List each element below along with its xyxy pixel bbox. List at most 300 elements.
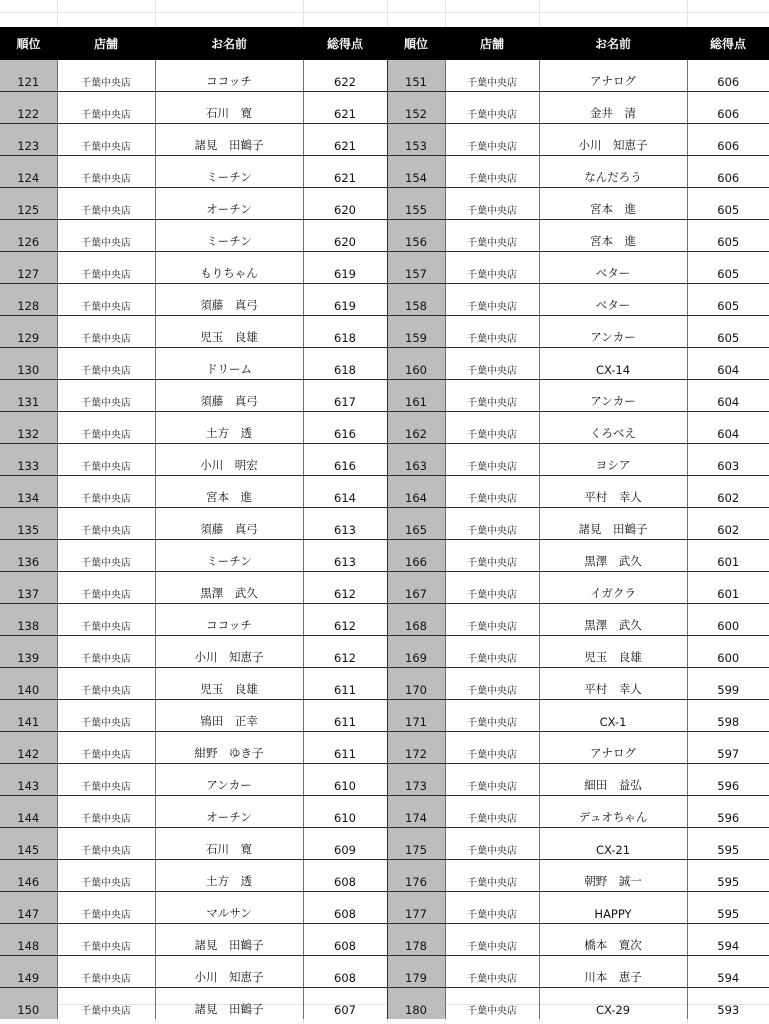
store-cell[interactable] bbox=[445, 220, 539, 252]
name-cell[interactable] bbox=[539, 476, 687, 508]
name-cell[interactable] bbox=[539, 956, 687, 988]
rank-cell[interactable] bbox=[0, 892, 57, 924]
store-cell[interactable] bbox=[445, 60, 539, 92]
name-text: 宮本 進 bbox=[206, 490, 252, 504]
name-cell[interactable] bbox=[539, 412, 687, 444]
rank-cell[interactable] bbox=[0, 156, 57, 188]
store-cell[interactable] bbox=[57, 988, 155, 1020]
rank-cell[interactable] bbox=[387, 604, 445, 636]
name-cell[interactable] bbox=[539, 284, 687, 316]
rank-cell[interactable] bbox=[387, 444, 445, 476]
name-cell[interactable] bbox=[155, 796, 303, 828]
name-cell[interactable] bbox=[155, 700, 303, 732]
store-cell[interactable] bbox=[57, 476, 155, 508]
score-cell[interactable] bbox=[303, 796, 387, 828]
score-cell[interactable] bbox=[303, 828, 387, 860]
rank-text: 136 bbox=[17, 555, 40, 569]
score-text: 594 bbox=[717, 971, 740, 985]
name-cell[interactable] bbox=[155, 252, 303, 284]
name-text: CX-29 bbox=[595, 1003, 631, 1017]
store-cell[interactable] bbox=[57, 604, 155, 636]
store-cell[interactable] bbox=[57, 508, 155, 540]
rank-cell[interactable] bbox=[387, 764, 445, 796]
rank-cell[interactable] bbox=[0, 540, 57, 572]
score-cell[interactable] bbox=[303, 284, 387, 316]
name-cell[interactable] bbox=[155, 124, 303, 156]
rank-cell[interactable] bbox=[387, 956, 445, 988]
score-cell[interactable] bbox=[303, 540, 387, 572]
score-cell[interactable] bbox=[303, 572, 387, 604]
rank-cell[interactable] bbox=[387, 828, 445, 860]
score-text: 617 bbox=[334, 395, 356, 409]
score-cell[interactable] bbox=[303, 764, 387, 796]
score-cell[interactable] bbox=[303, 412, 387, 444]
rank-cell[interactable] bbox=[387, 988, 445, 1020]
rank-cell[interactable] bbox=[387, 572, 445, 604]
rank-cell[interactable] bbox=[387, 732, 445, 764]
rank-cell[interactable] bbox=[387, 316, 445, 348]
store-cell[interactable] bbox=[445, 956, 539, 988]
score-cell[interactable] bbox=[687, 700, 769, 732]
name-cell[interactable] bbox=[155, 412, 303, 444]
name-text: ヨシア bbox=[595, 458, 631, 472]
rank-cell[interactable] bbox=[387, 124, 445, 156]
name-cell[interactable] bbox=[155, 732, 303, 764]
store-cell[interactable] bbox=[445, 316, 539, 348]
rank-cell[interactable] bbox=[387, 924, 445, 956]
store-cell[interactable] bbox=[445, 156, 539, 188]
store-cell[interactable] bbox=[445, 668, 539, 700]
store-cell[interactable] bbox=[445, 924, 539, 956]
score-cell[interactable] bbox=[687, 92, 769, 124]
store-cell[interactable] bbox=[57, 764, 155, 796]
score-cell[interactable] bbox=[303, 860, 387, 892]
rank-cell[interactable] bbox=[0, 476, 57, 508]
store-cell[interactable] bbox=[445, 124, 539, 156]
score-cell[interactable] bbox=[687, 60, 769, 92]
table-row bbox=[0, 60, 769, 92]
rank-cell[interactable] bbox=[387, 892, 445, 924]
score-cell[interactable] bbox=[687, 668, 769, 700]
name-cell[interactable] bbox=[155, 508, 303, 540]
store-text: 千葉中央店 bbox=[467, 558, 517, 569]
rank-cell[interactable] bbox=[0, 444, 57, 476]
table-row bbox=[0, 348, 769, 380]
store-cell[interactable] bbox=[57, 252, 155, 284]
store-cell[interactable] bbox=[445, 892, 539, 924]
score-cell[interactable] bbox=[687, 892, 769, 924]
rank-cell[interactable] bbox=[387, 508, 445, 540]
score-cell[interactable] bbox=[687, 508, 769, 540]
score-cell[interactable] bbox=[687, 956, 769, 988]
store-text: 千葉中央店 bbox=[467, 974, 517, 985]
name-cell[interactable] bbox=[539, 348, 687, 380]
name-cell[interactable] bbox=[155, 188, 303, 220]
store-cell[interactable] bbox=[445, 412, 539, 444]
score-cell[interactable] bbox=[687, 828, 769, 860]
name-text: アンカー bbox=[590, 330, 636, 344]
store-cell[interactable] bbox=[445, 988, 539, 1020]
rank-cell[interactable] bbox=[0, 988, 57, 1020]
rank-text: 134 bbox=[17, 491, 40, 505]
header-rank[interactable]: 順位 bbox=[0, 27, 57, 60]
rank-cell[interactable] bbox=[0, 636, 57, 668]
rank-cell[interactable] bbox=[0, 412, 57, 444]
store-text: 千葉中央店 bbox=[467, 814, 517, 825]
rank-cell[interactable] bbox=[0, 796, 57, 828]
rank-text: 178 bbox=[405, 939, 427, 953]
score-cell[interactable] bbox=[303, 924, 387, 956]
store-cell[interactable] bbox=[57, 572, 155, 604]
score-cell[interactable] bbox=[303, 188, 387, 220]
name-cell[interactable] bbox=[539, 988, 687, 1020]
score-cell[interactable] bbox=[303, 348, 387, 380]
rank-cell[interactable] bbox=[0, 252, 57, 284]
name-text: 小川 明宏 bbox=[200, 458, 258, 472]
name-cell[interactable] bbox=[539, 796, 687, 828]
store-text: 千葉中央店 bbox=[467, 334, 517, 345]
score-cell[interactable] bbox=[687, 156, 769, 188]
name-cell[interactable] bbox=[539, 156, 687, 188]
name-cell[interactable] bbox=[539, 220, 687, 252]
name-cell[interactable] bbox=[539, 316, 687, 348]
rank-cell[interactable] bbox=[0, 860, 57, 892]
store-cell[interactable] bbox=[57, 124, 155, 156]
rank-cell[interactable] bbox=[0, 348, 57, 380]
store-cell[interactable] bbox=[57, 700, 155, 732]
score-cell[interactable] bbox=[687, 572, 769, 604]
score-cell[interactable] bbox=[303, 732, 387, 764]
rank-cell[interactable] bbox=[0, 124, 57, 156]
table-row bbox=[0, 188, 769, 220]
name-cell[interactable] bbox=[155, 348, 303, 380]
rank-cell[interactable] bbox=[387, 348, 445, 380]
name-cell[interactable] bbox=[539, 508, 687, 540]
score-cell[interactable] bbox=[687, 988, 769, 1020]
score-cell[interactable] bbox=[303, 604, 387, 636]
store-cell[interactable] bbox=[57, 860, 155, 892]
score-cell[interactable] bbox=[303, 956, 387, 988]
rank-text: 121 bbox=[17, 75, 40, 89]
score-cell[interactable] bbox=[303, 316, 387, 348]
name-cell[interactable] bbox=[155, 956, 303, 988]
rank-cell[interactable] bbox=[387, 860, 445, 892]
name-text: 石川 寛 bbox=[206, 842, 252, 856]
name-cell[interactable] bbox=[539, 572, 687, 604]
score-text: 612 bbox=[334, 619, 356, 633]
rank-cell[interactable] bbox=[0, 508, 57, 540]
rank-cell[interactable] bbox=[0, 92, 57, 124]
name-cell[interactable] bbox=[539, 92, 687, 124]
score-cell[interactable] bbox=[687, 604, 769, 636]
rank-cell[interactable] bbox=[387, 220, 445, 252]
table-row bbox=[0, 892, 769, 924]
store-cell[interactable] bbox=[57, 444, 155, 476]
name-cell[interactable] bbox=[539, 860, 687, 892]
rank-cell[interactable] bbox=[387, 92, 445, 124]
store-cell[interactable] bbox=[445, 732, 539, 764]
store-cell[interactable] bbox=[445, 380, 539, 412]
table-row bbox=[0, 220, 769, 252]
rank-cell[interactable] bbox=[387, 668, 445, 700]
score-cell[interactable] bbox=[303, 636, 387, 668]
score-cell[interactable] bbox=[687, 636, 769, 668]
store-cell[interactable] bbox=[445, 796, 539, 828]
score-cell[interactable] bbox=[687, 540, 769, 572]
rank-text: 180 bbox=[405, 1003, 427, 1017]
name-cell[interactable] bbox=[155, 380, 303, 412]
store-cell[interactable] bbox=[445, 764, 539, 796]
score-cell[interactable] bbox=[687, 380, 769, 412]
rank-cell[interactable] bbox=[387, 60, 445, 92]
score-text: 601 bbox=[717, 587, 740, 601]
name-text: 小川 知恵子 bbox=[194, 650, 264, 664]
rank-cell[interactable] bbox=[0, 220, 57, 252]
name-text: 小川 知恵子 bbox=[578, 138, 648, 152]
rank-cell[interactable] bbox=[0, 284, 57, 316]
store-cell[interactable] bbox=[445, 604, 539, 636]
score-text: 616 bbox=[334, 427, 356, 441]
name-cell[interactable] bbox=[539, 252, 687, 284]
name-cell[interactable] bbox=[539, 732, 687, 764]
store-cell[interactable] bbox=[445, 252, 539, 284]
store-cell[interactable] bbox=[445, 828, 539, 860]
name-cell[interactable] bbox=[539, 444, 687, 476]
rank-text: 141 bbox=[17, 715, 40, 729]
store-cell[interactable] bbox=[445, 348, 539, 380]
score-cell[interactable] bbox=[303, 60, 387, 92]
score-text: 621 bbox=[334, 139, 356, 153]
rank-cell[interactable] bbox=[387, 188, 445, 220]
score-cell[interactable] bbox=[303, 508, 387, 540]
name-cell[interactable] bbox=[539, 60, 687, 92]
name-cell[interactable] bbox=[539, 636, 687, 668]
store-text: 千葉中央店 bbox=[81, 686, 131, 697]
store-cell[interactable] bbox=[445, 508, 539, 540]
rank-text: 162 bbox=[405, 427, 427, 441]
name-cell[interactable] bbox=[155, 444, 303, 476]
store-cell[interactable] bbox=[57, 732, 155, 764]
header-rank[interactable]: 順位 bbox=[387, 27, 445, 60]
name-text: 諸見 田鶴子 bbox=[194, 938, 264, 952]
header-store[interactable]: 店舗 bbox=[445, 27, 539, 60]
store-cell[interactable] bbox=[445, 284, 539, 316]
store-cell[interactable] bbox=[57, 540, 155, 572]
rank-cell[interactable] bbox=[0, 316, 57, 348]
score-cell[interactable] bbox=[687, 284, 769, 316]
store-cell[interactable] bbox=[445, 700, 539, 732]
store-cell[interactable] bbox=[57, 188, 155, 220]
score-cell[interactable] bbox=[687, 796, 769, 828]
rank-text: 158 bbox=[405, 299, 427, 313]
store-cell[interactable] bbox=[57, 60, 155, 92]
store-cell[interactable] bbox=[445, 572, 539, 604]
name-cell[interactable] bbox=[155, 924, 303, 956]
name-cell[interactable] bbox=[539, 668, 687, 700]
store-cell[interactable] bbox=[57, 284, 155, 316]
name-cell[interactable] bbox=[539, 604, 687, 636]
score-cell[interactable] bbox=[687, 412, 769, 444]
rank-cell[interactable] bbox=[0, 604, 57, 636]
score-cell[interactable] bbox=[687, 732, 769, 764]
name-cell[interactable] bbox=[155, 540, 303, 572]
store-text: 千葉中央店 bbox=[81, 1006, 131, 1017]
rank-text: 147 bbox=[17, 907, 40, 921]
header-name[interactable]: お名前 bbox=[539, 27, 687, 60]
name-cell[interactable] bbox=[155, 764, 303, 796]
store-cell[interactable] bbox=[445, 860, 539, 892]
name-cell[interactable] bbox=[539, 828, 687, 860]
name-cell[interactable] bbox=[155, 284, 303, 316]
store-cell[interactable] bbox=[57, 828, 155, 860]
store-text: 千葉中央店 bbox=[467, 622, 517, 633]
rank-cell[interactable] bbox=[387, 380, 445, 412]
rank-cell[interactable] bbox=[0, 380, 57, 412]
store-cell[interactable] bbox=[57, 668, 155, 700]
score-cell[interactable] bbox=[687, 444, 769, 476]
store-cell[interactable] bbox=[57, 316, 155, 348]
rank-cell[interactable] bbox=[0, 700, 57, 732]
rank-cell[interactable] bbox=[387, 636, 445, 668]
rank-text: 124 bbox=[17, 171, 40, 185]
rank-cell[interactable] bbox=[0, 668, 57, 700]
store-cell[interactable] bbox=[57, 92, 155, 124]
name-text: ドリーム bbox=[206, 362, 252, 376]
name-cell[interactable] bbox=[155, 572, 303, 604]
rank-cell[interactable] bbox=[0, 764, 57, 796]
score-text: 604 bbox=[717, 363, 740, 377]
name-cell[interactable] bbox=[155, 316, 303, 348]
store-text: 千葉中央店 bbox=[467, 750, 517, 761]
store-cell[interactable] bbox=[57, 924, 155, 956]
rank-cell[interactable] bbox=[0, 956, 57, 988]
name-cell[interactable] bbox=[155, 156, 303, 188]
store-text: 千葉中央店 bbox=[81, 782, 131, 793]
rank-cell[interactable] bbox=[0, 60, 57, 92]
score-cell[interactable] bbox=[303, 700, 387, 732]
score-cell[interactable] bbox=[303, 156, 387, 188]
score-cell[interactable] bbox=[303, 476, 387, 508]
store-cell[interactable] bbox=[445, 444, 539, 476]
rank-cell[interactable] bbox=[0, 188, 57, 220]
rank-cell[interactable] bbox=[0, 572, 57, 604]
store-cell[interactable] bbox=[57, 348, 155, 380]
store-cell[interactable] bbox=[57, 636, 155, 668]
score-cell[interactable] bbox=[687, 220, 769, 252]
name-text: CX-21 bbox=[595, 843, 631, 857]
score-cell[interactable] bbox=[303, 988, 387, 1020]
store-cell[interactable] bbox=[445, 476, 539, 508]
rank-cell[interactable] bbox=[0, 828, 57, 860]
score-cell[interactable] bbox=[303, 668, 387, 700]
store-cell[interactable] bbox=[445, 540, 539, 572]
score-cell[interactable] bbox=[687, 348, 769, 380]
rank-cell[interactable] bbox=[387, 252, 445, 284]
store-cell[interactable] bbox=[57, 156, 155, 188]
score-cell[interactable] bbox=[303, 220, 387, 252]
score-cell[interactable] bbox=[687, 476, 769, 508]
name-cell[interactable] bbox=[155, 60, 303, 92]
store-cell[interactable] bbox=[57, 956, 155, 988]
store-text: 千葉中央店 bbox=[81, 942, 131, 953]
score-cell[interactable] bbox=[687, 316, 769, 348]
header-score[interactable]: 総得点 bbox=[303, 27, 387, 60]
score-cell[interactable] bbox=[303, 252, 387, 284]
score-cell[interactable] bbox=[303, 124, 387, 156]
score-cell[interactable] bbox=[687, 188, 769, 220]
name-cell[interactable] bbox=[155, 668, 303, 700]
name-cell[interactable] bbox=[155, 604, 303, 636]
name-text: アナログ bbox=[590, 746, 636, 760]
name-cell[interactable] bbox=[539, 540, 687, 572]
header-store[interactable]: 店舗 bbox=[57, 27, 155, 60]
score-cell[interactable] bbox=[687, 860, 769, 892]
score-cell[interactable] bbox=[687, 124, 769, 156]
score-cell[interactable] bbox=[303, 444, 387, 476]
header-name[interactable]: お名前 bbox=[155, 27, 303, 60]
score-cell[interactable] bbox=[303, 92, 387, 124]
score-cell[interactable] bbox=[687, 252, 769, 284]
store-text: 千葉中央店 bbox=[81, 878, 131, 889]
name-cell[interactable] bbox=[539, 924, 687, 956]
name-cell[interactable] bbox=[155, 892, 303, 924]
rank-cell[interactable] bbox=[387, 700, 445, 732]
name-cell[interactable] bbox=[539, 380, 687, 412]
rank-cell[interactable] bbox=[0, 732, 57, 764]
name-cell[interactable] bbox=[155, 92, 303, 124]
store-cell[interactable] bbox=[445, 636, 539, 668]
rank-cell[interactable] bbox=[387, 412, 445, 444]
name-cell[interactable] bbox=[155, 828, 303, 860]
name-text: HAPPY bbox=[594, 907, 632, 921]
rank-cell[interactable] bbox=[387, 540, 445, 572]
name-cell[interactable] bbox=[155, 636, 303, 668]
rank-cell[interactable] bbox=[387, 476, 445, 508]
table-row bbox=[0, 636, 769, 668]
store-cell[interactable] bbox=[57, 796, 155, 828]
score-cell[interactable] bbox=[303, 892, 387, 924]
rank-cell[interactable] bbox=[387, 284, 445, 316]
name-cell[interactable] bbox=[539, 700, 687, 732]
rank-cell[interactable] bbox=[387, 156, 445, 188]
name-cell[interactable] bbox=[155, 476, 303, 508]
score-cell[interactable] bbox=[303, 380, 387, 412]
store-cell[interactable] bbox=[445, 92, 539, 124]
store-cell[interactable] bbox=[57, 892, 155, 924]
name-cell[interactable] bbox=[155, 860, 303, 892]
table-row bbox=[0, 956, 769, 988]
name-cell[interactable] bbox=[155, 988, 303, 1020]
score-cell[interactable] bbox=[687, 924, 769, 956]
rank-text: 150 bbox=[17, 1003, 40, 1017]
store-cell[interactable] bbox=[57, 220, 155, 252]
store-text: 千葉中央店 bbox=[81, 526, 131, 537]
name-cell[interactable] bbox=[155, 220, 303, 252]
store-cell[interactable] bbox=[57, 380, 155, 412]
rank-cell[interactable] bbox=[387, 796, 445, 828]
score-cell[interactable] bbox=[687, 764, 769, 796]
header-score[interactable]: 総得点 bbox=[687, 27, 769, 60]
name-cell[interactable] bbox=[539, 892, 687, 924]
store-cell[interactable] bbox=[445, 188, 539, 220]
name-text: 土方 透 bbox=[206, 426, 252, 440]
score-text: 605 bbox=[717, 299, 740, 313]
store-cell[interactable] bbox=[57, 412, 155, 444]
name-cell[interactable] bbox=[539, 764, 687, 796]
rank-cell[interactable] bbox=[0, 924, 57, 956]
name-cell[interactable] bbox=[539, 188, 687, 220]
name-cell[interactable] bbox=[539, 124, 687, 156]
